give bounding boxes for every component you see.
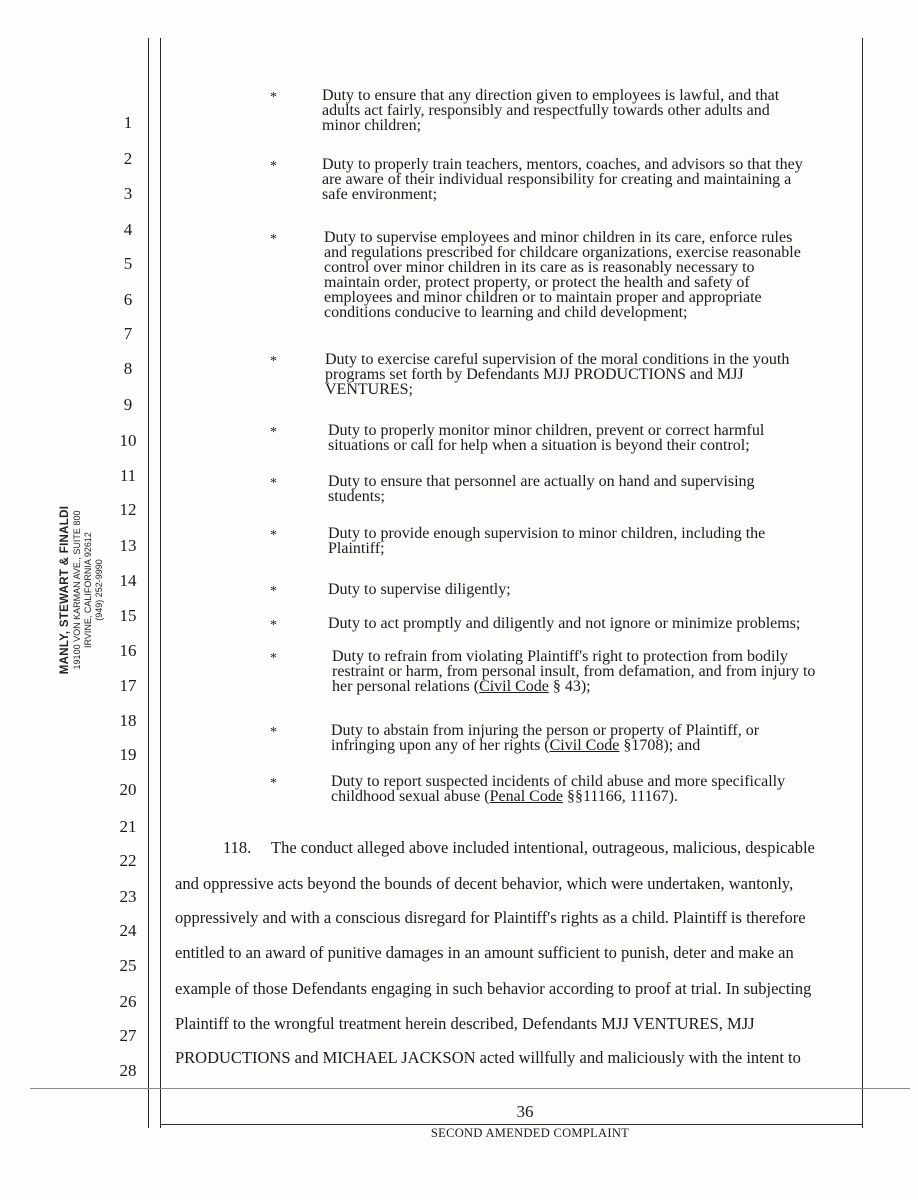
paragraph-line [175,943,865,963]
paragraph-line-text: and oppressive acts beyond the bounds of decent behavior, which were undertaken, wantonly, [175,874,794,893]
duty-item-line: safe environment; [322,186,438,203]
footer-title: SECOND AMENDED COMPLAINT [430,1126,630,1140]
paragraph-line-text: entitled to an award of punitive damages in an amount sufficient to punish, deter and make an [175,943,794,962]
duty-item-line: conditions conducive to learning and child development; [324,304,688,321]
line-number: 9 [123,395,133,414]
duty-item [328,582,858,597]
line-number: 27 [119,1026,137,1045]
duty-item-line: Duty to abstain from injuring the person or property of Plaintiff, or [331,722,760,739]
paragraph-line-text: oppressively and with a conscious disregard for Plaintiff's rights as a child. Plaintiff is therefore [175,908,806,927]
duty-item-line: programs set forth by Defendants MJJ PRODUCTIONS and MJJ [325,366,744,383]
duty-item-line: VENTURES; [325,381,413,398]
duty-item [322,88,852,133]
line-number: 21 [119,817,137,836]
statute-citation: Civil Code [479,678,549,695]
duty-item [332,649,862,694]
duty-item-line: Duty to supervise diligently; [328,581,511,598]
left-margin-rule-inner [160,38,161,1128]
duty-item [331,774,861,804]
duty-item [331,723,861,753]
bullet-marker: * [270,651,277,666]
line-number: 1 [123,113,133,132]
bullet-marker: * [270,90,277,105]
bullet-marker: * [270,232,277,247]
duty-item-line: Duty to properly monitor minor children, prevent or correct harmful [328,422,765,439]
duty-item-line: Duty to act promptly and diligently and not ignore or minimize problems; [328,615,801,632]
line-number: 5 [123,254,133,273]
duty-item-line: Duty to supervise employees and minor children in its care, enforce rules [324,229,793,246]
statute-section: §1708); and [619,737,701,754]
line-number: 3 [123,184,133,203]
line-number: 2 [123,149,133,168]
duty-item-line: minor children; [322,117,422,134]
duty-item-line: Plaintiff; [328,540,385,557]
bullet-marker: * [270,528,277,543]
paragraph-line-text: example of those Defendants engaging in such behavior according to proof at trial. In subjecting [175,979,812,998]
paragraph-line [175,1014,865,1034]
duty-item [328,423,858,453]
left-margin-rule-outer [148,38,149,1128]
paragraph-line [175,838,865,858]
line-number: 11 [119,466,137,485]
page-number: 36 [516,1102,534,1121]
duty-item-line: Duty to provide enough supervision to minor children, including the [328,525,766,542]
duty-item-line: adults act fairly, responsibly and respectfully towards other adults and [322,102,770,119]
bullet-marker: * [270,425,277,440]
footer-rule-bottom [160,1124,862,1125]
duty-item-line: are aware of their individual responsibility for creating and maintaining a [322,171,792,188]
duty-item [322,157,852,202]
line-number: 28 [119,1061,137,1080]
bullet-marker: * [270,725,277,740]
bullet-marker: * [270,354,277,369]
duty-item-line: Duty to ensure that personnel are actually on hand and supervising [328,473,755,490]
line-number: 13 [119,536,137,555]
bullet-marker: * [270,618,277,633]
firm-phone: (949) 252-9990 [94,559,104,621]
firm-address-street: 19100 VON KARMAN AVE., SUITE 800 [72,510,82,670]
line-number: 18 [119,711,137,730]
line-number: 26 [119,992,137,1011]
duty-item-line: employees and minor children or to maintain proper and appropriate [324,289,762,306]
bullet-marker: * [270,159,277,174]
bullet-marker: * [270,476,277,491]
statute-section: § 43); [548,678,591,695]
line-number: 6 [123,290,133,309]
duty-item-line: Duty to ensure that any direction given to employees is lawful, and that [322,87,780,104]
line-number: 17 [119,676,137,695]
line-number: 22 [119,851,137,870]
duty-item-line: restraint or harm, from personal insult, from defamation, and from injury to [332,663,816,680]
paragraph-line-text: The conduct alleged above included intentional, outrageous, malicious, despicable [271,838,815,857]
bullet-marker: * [270,584,277,599]
firm-address-city: IRVINE, CALIFORNIA 92612 [83,532,93,648]
paragraph-line-text: PRODUCTIONS and MICHAEL JACKSON acted willfully and maliciously with the intent to [175,1048,801,1067]
firm-name: MANLY, STEWART & FINALDI [59,505,71,675]
duty-item-line: and regulations prescribed for childcare organizations, exercise reasonable [324,244,801,261]
paragraph-line [175,908,865,928]
line-number: 20 [119,780,137,799]
duty-item-line: Duty to exercise careful supervision of the moral conditions in the youth [325,351,790,368]
statute-section: §§11166, 11167). [562,788,678,805]
duty-item-line: Duty to properly train teachers, mentors, coaches, and advisors so that they [322,156,803,173]
line-number: 19 [119,745,137,764]
duty-item-line: her personal relations ( [332,678,480,695]
right-margin-rule [862,38,863,1128]
bullet-marker: * [270,776,277,791]
line-number: 24 [119,921,137,940]
duty-item-line: Duty to refrain from violating Plaintiff's right to protection from bodily [332,648,788,665]
duty-item-line: situations or call for help when a situation is beyond their control; [328,437,750,454]
line-number: 7 [123,324,133,343]
duty-item-line: infringing upon any of her rights ( [331,737,550,754]
paragraph-line-text: Plaintiff to the wrongful treatment herein described, Defendants MJJ VENTURES, MJJ [175,1014,755,1033]
duty-item [325,352,855,397]
line-number: 16 [119,641,137,660]
duty-item-line: maintain order, protect property, or protect the health and safety of [324,274,750,291]
line-number: 10 [119,431,137,450]
paragraph-line [175,1048,865,1068]
duty-item-line: students; [328,488,385,505]
statute-citation: Civil Code [549,737,620,754]
duty-item [328,526,858,556]
line-number: 12 [119,500,137,519]
line-number: 23 [119,887,137,906]
line-number: 14 [119,571,137,590]
line-number: 25 [119,956,137,975]
duty-item [324,230,854,320]
footer-rule-top [30,1088,910,1089]
duty-item-line: childhood sexual abuse ( [331,788,490,805]
paragraph-line [175,874,865,894]
line-number: 8 [123,359,133,378]
line-number: 4 [123,220,133,239]
duty-item [328,616,858,631]
line-number: 15 [119,606,137,625]
duty-item-line: control over minor children in its care as is reasonably necessary to [324,259,755,276]
statute-citation: Penal Code [489,788,563,805]
paragraph-number: 118. [223,838,252,857]
duty-item [328,474,858,504]
paragraph-line [175,979,865,999]
duty-item-line: Duty to report suspected incidents of child abuse and more specifically [331,773,786,790]
